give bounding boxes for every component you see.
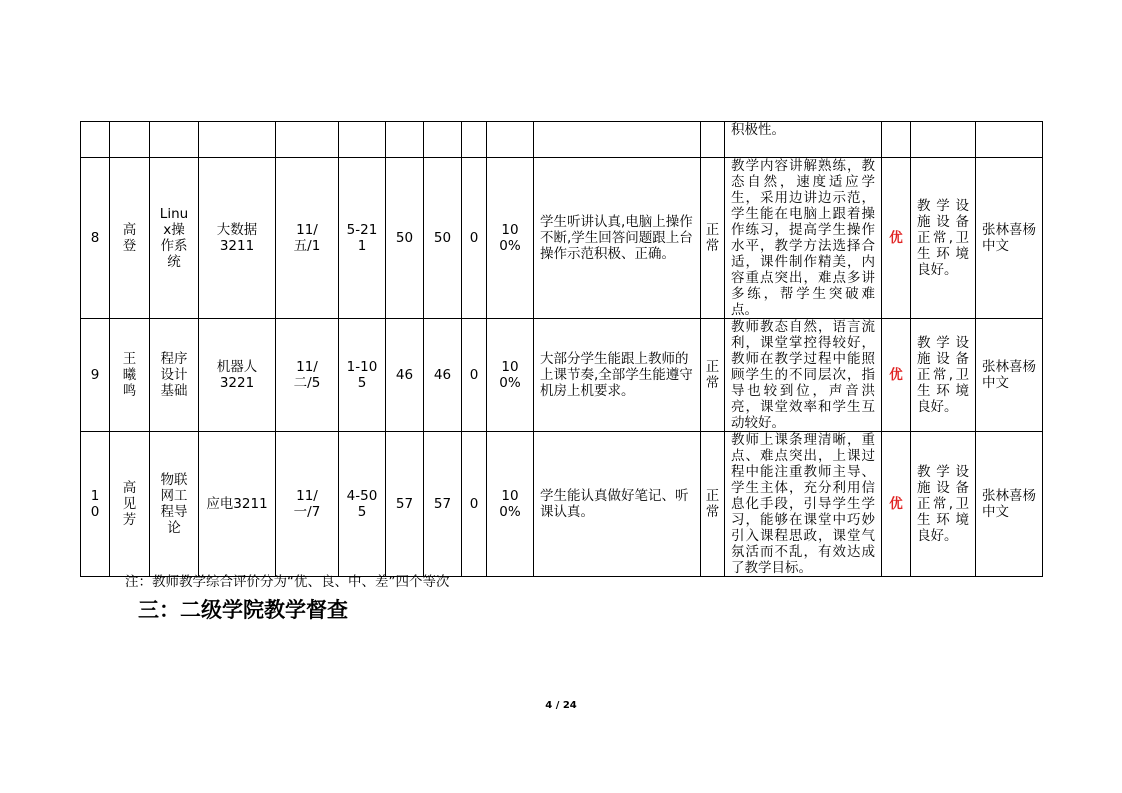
teacher-name: 王曦鸣 [110,319,150,432]
section-title: 三：二级学院教学督查 [138,598,348,622]
class-name: 机器人3221 [199,319,276,432]
class-order: 正常 [701,319,725,432]
actual-count: 50 [424,158,462,319]
grade-badge: 优 [882,319,911,432]
cell-empty [424,122,462,158]
cell-empty [386,122,424,158]
course-name: 物联网工程导论 [150,432,199,577]
cell-empty [882,122,911,158]
class-order: 正常 [701,432,725,577]
cell-empty [199,122,276,158]
cell-empty [701,122,725,158]
lesson-date: 11/五/1 [276,158,339,319]
period-room: 1-105 [339,319,386,432]
student-status: 学生听讲认真,电脑上操作不断,学生回答问题跟上台操作示范积极、正确。 [534,158,701,319]
table-row [81,319,1043,432]
cell-empty [534,122,701,158]
cell-empty [276,122,339,158]
student-status: 大部分学生能跟上教师的上课节奏,全部学生能遵守机房上机要求。 [534,319,701,432]
class-name: 大数据3211 [199,158,276,319]
actual-count: 57 [424,432,462,577]
table-row [81,158,1043,319]
absent-count: 0 [462,432,487,577]
attendance-rate: 100% [487,432,534,577]
inspector-names: 张林喜杨中文 [976,319,1043,432]
absent-count: 0 [462,319,487,432]
expected-count: 57 [386,432,424,577]
class-order: 正常 [701,158,725,319]
evaluation-cell: 积极性。 [725,122,882,158]
page-number: 4 / 24 [545,700,577,711]
row-number: 8 [81,158,110,319]
evaluation-table [80,121,1043,577]
attendance-rate: 100% [487,158,534,319]
teaching-evaluation: 教学内容讲解熟练，教态自然，速度适应学生，采用边讲边示范，学生能在电脑上跟着操作练习，提高学生操作水平，教学方法选择合适，课件制作精美，内容重点突出，难点多讲多练，帮学生突破难点。 [725,158,882,319]
student-status: 学生能认真做好笔记、听课认真。 [534,432,701,577]
attendance-rate: 100% [487,319,534,432]
lesson-date: 11/二/5 [276,319,339,432]
facility-status: 教学设施设备正常,卫生环境良好。 [911,432,976,577]
teaching-evaluation: 教师上课条理清晰，重点、难点突出，上课过程中能注重教师主导、学生主体，充分利用信息化手段，引导学生学习，能够在课堂中巧妙引入课程思政，课堂气氛活而不乱，有效达成了教学目标。 [725,432,882,577]
cell-empty [487,122,534,158]
lesson-date: 11/一/7 [276,432,339,577]
row-number: 10 [81,432,110,577]
table-row-continuation [81,122,1043,158]
facility-status: 教学设施设备正常,卫生环境良好。 [911,319,976,432]
cell-empty [462,122,487,158]
cell-empty [150,122,199,158]
teaching-evaluation: 教师教态自然，语言流利，课堂掌控得较好，教师在教学过程中能照顾学生的不同层次，指导也较到位，声音洪亮，课堂效率和学生互动较好。 [725,319,882,432]
cell-empty [81,122,110,158]
class-name: 应电3211 [199,432,276,577]
period-room: 5-211 [339,158,386,319]
facility-status: 教学设施设备正常,卫生环境良好。 [911,158,976,319]
cell-empty [911,122,976,158]
grade-badge: 优 [882,158,911,319]
cell-empty [976,122,1043,158]
grading-note: 注：教师教学综合评价分为“优、良、中、差”四个等次 [125,574,450,590]
absent-count: 0 [462,158,487,319]
grade-badge: 优 [882,432,911,577]
course-name: Linux操作系统 [150,158,199,319]
expected-count: 46 [386,319,424,432]
table-row [81,432,1043,577]
cell-empty [110,122,150,158]
cell-empty [339,122,386,158]
period-room: 4-505 [339,432,386,577]
inspector-names: 张林喜杨中文 [976,432,1043,577]
expected-count: 50 [386,158,424,319]
course-name: 程序设计基础 [150,319,199,432]
teacher-name: 高登 [110,158,150,319]
row-number: 9 [81,319,110,432]
actual-count: 46 [424,319,462,432]
teacher-name: 高见芳 [110,432,150,577]
inspector-names: 张林喜杨中文 [976,158,1043,319]
